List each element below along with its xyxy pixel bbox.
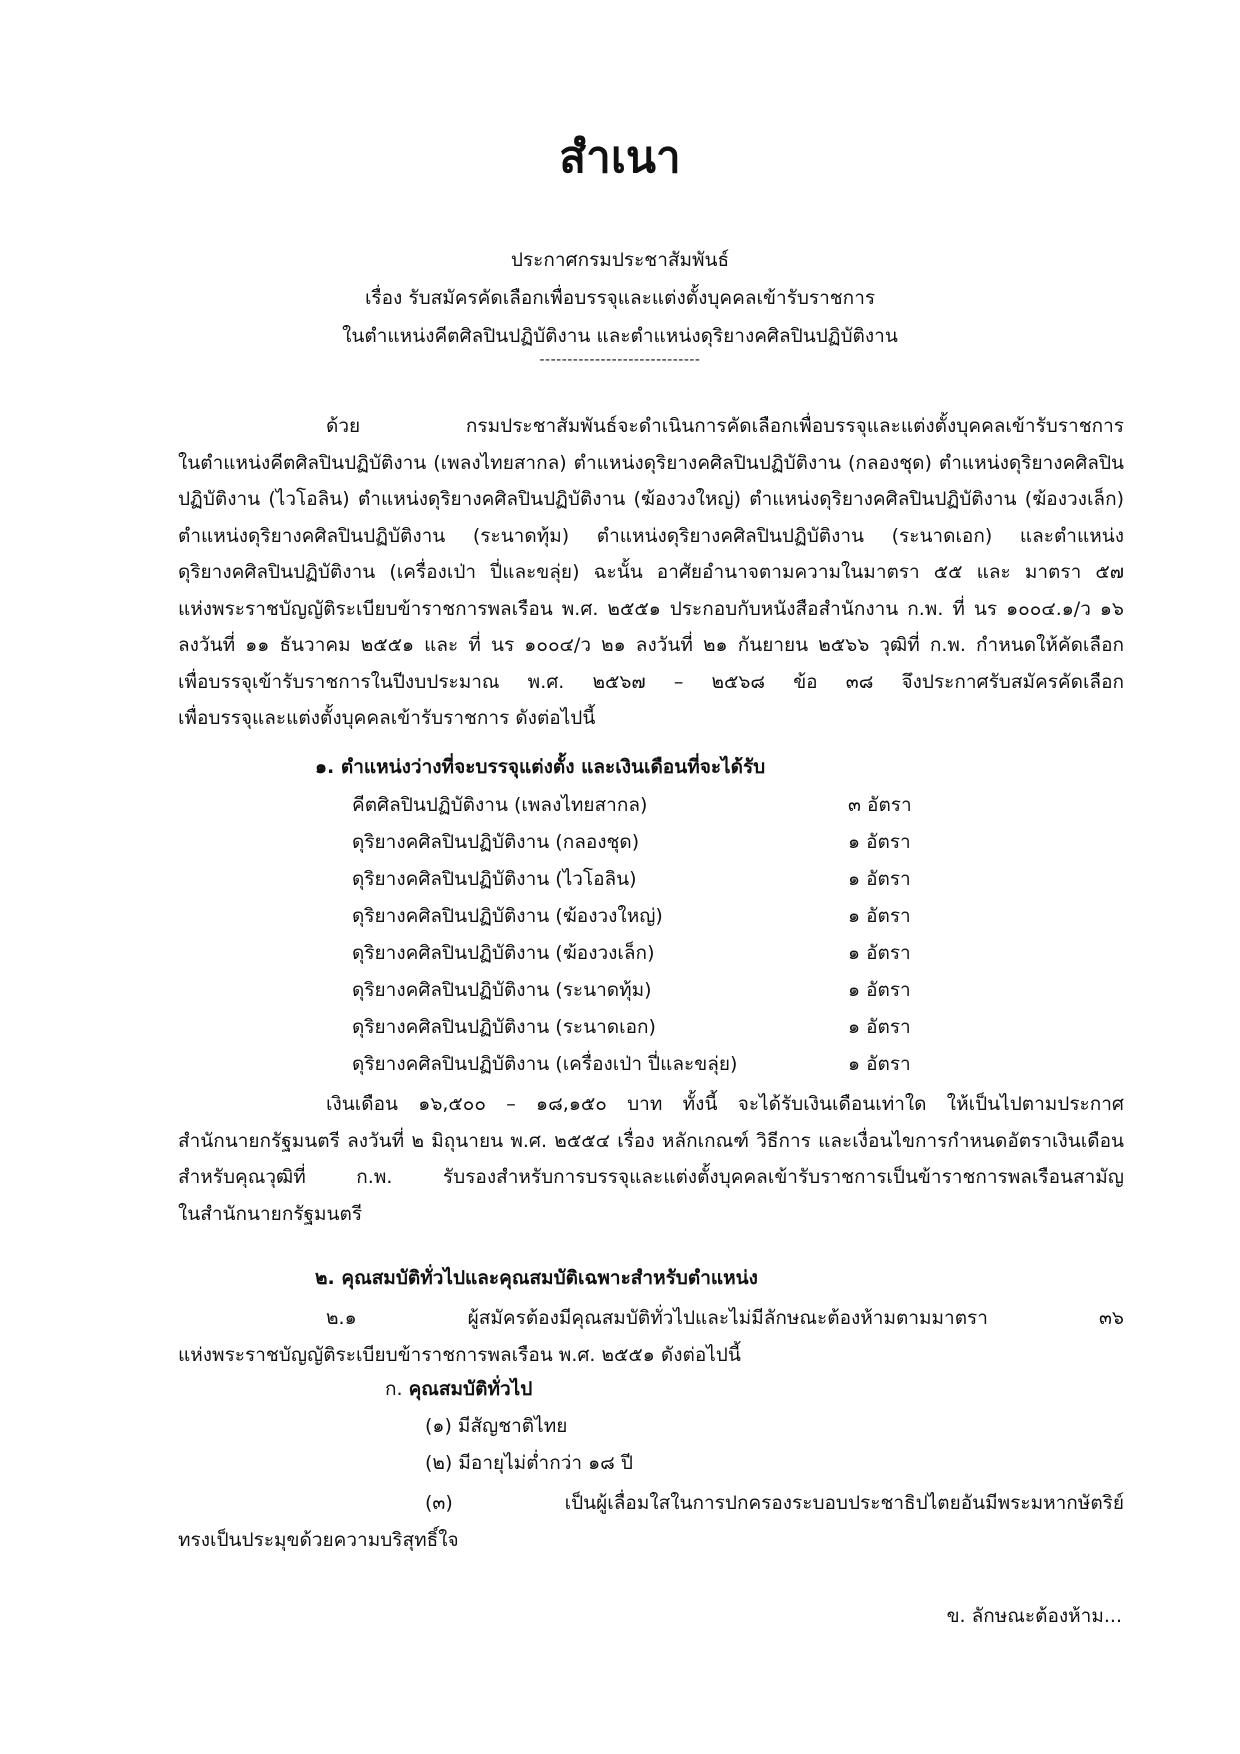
announcement-issuer: ประกาศกรมประชาสัมพันธ์: [510, 249, 730, 271]
salary-line: ในสำนักนายกรัฐมนตรี: [178, 1202, 363, 1225]
intro-line: ปฏิบัติงาน (ไวโอลิน) ตำแหน่งดุริยางคศิลปินปฏิบัติงาน (ฆ้องวงใหญ่) ตำแหน่งดุริยางคศิลปินปฏิบัติงาน (ฆ้องวงเล็ก): [178, 488, 1124, 510]
section1-heading: ๑. ตำแหน่งว่างที่จะบรรจุแต่งตั้ง และเงินเดือนที่จะได้รับ: [315, 756, 766, 778]
salary-line: สำหรับคุณวุฒิที่ ก.พ. รับรองสำหรับการบรรจุและแต่งตั้งบุคคลเข้ารับราชการเป็นข้าราชการพลเรือนสามัญ: [178, 1166, 1124, 1188]
position-name: คีตศิลปินปฏิบัติงาน (เพลงไทยสากล): [352, 794, 648, 816]
salary-line: สำนักนายกรัฐมนตรี ลงวันที่ ๒ มิถุนายน พ.ศ. ๒๕๕๔ เรื่อง หลักเกณฑ์ วิธีการ และเงื่อนไขการกำหนดอัตราเงินเดือน: [178, 1129, 1124, 1152]
intro-line: ในตำแหน่งคีตศิลปินปฏิบัติงาน (เพลงไทยสากล) ตำแหน่งดุริยางคศิลปินปฏิบัติงาน (กลองชุด) ตำแหน่งดุริยางคศิลปิน: [178, 451, 1124, 474]
salary-line: เงินเดือน ๑๖,๕๐๐ – ๑๘,๑๕๐ บาท ทั้งนี้ จะได้รับเงินเดือนเท่าใด ให้เป็นไปตามประกาศ: [326, 1093, 1124, 1115]
qualification-line: ทรงเป็นประมุขด้วยความบริสุทธิ์ใจ: [178, 1528, 459, 1551]
intro-line: เพื่อบรรจุและแต่งตั้งบุคคลเข้ารับราชการ ดังต่อไปนี้: [178, 707, 596, 729]
qualification-item-1: (๑) มีสัญชาติไทย: [425, 1415, 568, 1437]
position-name: ดุริยางคศิลปินปฏิบัติงาน (เครื่องเป่า ปี่และขลุ่ย): [352, 1053, 738, 1075]
position-name: ดุริยางคศิลปินปฏิบัติงาน (ระนาดทุ้ม): [352, 979, 652, 1001]
position-name: ดุริยางคศิลปินปฏิบัติงาน (กลองชุด): [352, 831, 640, 853]
intro-line: เพื่อบรรจุเข้ารับราชการในปีงบประมาณ พ.ศ. ๒๕๖๗ – ๒๕๖๘ ข้อ ๓๘ จึงประกาศรับสมัครคัดเลือก: [178, 670, 1124, 693]
position-count: ๑ อัตรา: [848, 942, 911, 964]
position-count: ๓ อัตรา: [848, 794, 912, 816]
qualification-item-2: (๒) มีอายุไม่ต่ำกว่า ๑๘ ปี: [425, 1452, 633, 1474]
position-count: ๑ อัตรา: [848, 1016, 911, 1038]
position-name: ดุริยางคศิลปินปฏิบัติงาน (ระนาดเอก): [352, 1016, 656, 1038]
intro-line: ตำแหน่งดุริยางคศิลปินปฏิบัติงาน (ระนาดทุ้ม) ตำแหน่งดุริยางคศิลปินปฏิบัติงาน (ระนาดเอก) และตำแหน่ง: [178, 524, 1124, 547]
announcement-subject: เรื่อง รับสมัครคัดเลือกเพื่อบรรจุและแต่งตั้งบุคคลเข้ารับราชการ: [364, 287, 876, 309]
intro-line: ลงวันที่ ๑๑ ธันวาคม ๒๕๕๑ และ ที่ นร ๑๐๐๔/ว ๒๑ ลงวันที่ ๒๑ กันยายน ๒๕๖๖ วุฒิที่ ก.พ. กำหนดให้คัดเลือก: [178, 634, 1124, 656]
copy-stamp-title: สำเนา: [559, 132, 681, 183]
qualification-item-3: [178, 1485, 1124, 1558]
intro-paragraph: [178, 408, 1124, 737]
intro-line: ดุริยางคศิลปินปฏิบัติงาน (เครื่องเป่า ปี่และขลุ่ย) ฉะนั้น อาศัยอำนาจตามความในมาตรา ๕๕ และ มาตรา ๕๗: [178, 561, 1124, 583]
sub-prefix: ก.: [385, 1378, 403, 1400]
continuation-note: ข. ลักษณะต้องห้าม...: [946, 1605, 1122, 1627]
qualification-line: (๓) เป็นผู้เลื่อมใสในการปกครองระบอบประชาธิปไตยอันมีพระมหากษัตริย์: [425, 1492, 1124, 1514]
sub-title: คุณสมบัติทั่วไป: [408, 1378, 533, 1400]
qualification-line: ๒.๑ ผู้สมัครต้องมีคุณสมบัติทั่วไปและไม่มีลักษณะต้องห้ามตามมาตรา ๓๖: [326, 1307, 1124, 1329]
position-count: ๑ อัตรา: [848, 831, 911, 853]
position-count: ๑ อัตรา: [848, 905, 911, 927]
position-count: ๑ อัตรา: [848, 1053, 911, 1075]
salary-paragraph: [178, 1086, 1124, 1232]
announcement-subject-positions: ในตำแหน่งคีตศิลปินปฏิบัติงาน และตำแหน่งดุริยางคศิลปินปฏิบัติงาน: [342, 325, 898, 347]
qualification-line: แห่งพระราชบัญญัติระเบียบข้าราชการพลเรือน พ.ศ. ๒๕๕๑ ดังต่อไปนี้: [178, 1343, 741, 1366]
section2-heading: ๒. คุณสมบัติทั่วไปและคุณสมบัติเฉพาะสำหรับตำแหน่ง: [315, 1267, 758, 1289]
intro-line: ด้วย กรมประชาสัมพันธ์จะดำเนินการคัดเลือกเพื่อบรรจุและแต่งตั้งบุคคลเข้ารับราชการ: [326, 415, 1124, 437]
qualification-2-1-paragraph: [178, 1300, 1124, 1373]
position-count: ๑ อัตรา: [848, 979, 911, 1001]
position-name: ดุริยางคศิลปินปฏิบัติงาน (ฆ้องวงเล็ก): [352, 942, 655, 964]
position-count: ๑ อัตรา: [848, 868, 911, 890]
header-divider: -----------------------------: [539, 352, 701, 368]
position-name: ดุริยางคศิลปินปฏิบัติงาน (ไวโอลิน): [352, 868, 637, 890]
intro-line: แห่งพระราชบัญญัติระเบียบข้าราชการพลเรือน พ.ศ. ๒๕๕๑ ประกอบกับหนังสือสำนักงาน ก.พ. ที่ นร ๑๐๐๔.๑/ว ๑๖: [178, 597, 1124, 620]
general-qualifications-heading: [385, 1374, 532, 1404]
position-name: ดุริยางคศิลปินปฏิบัติงาน (ฆ้องวงใหญ่): [352, 905, 663, 927]
